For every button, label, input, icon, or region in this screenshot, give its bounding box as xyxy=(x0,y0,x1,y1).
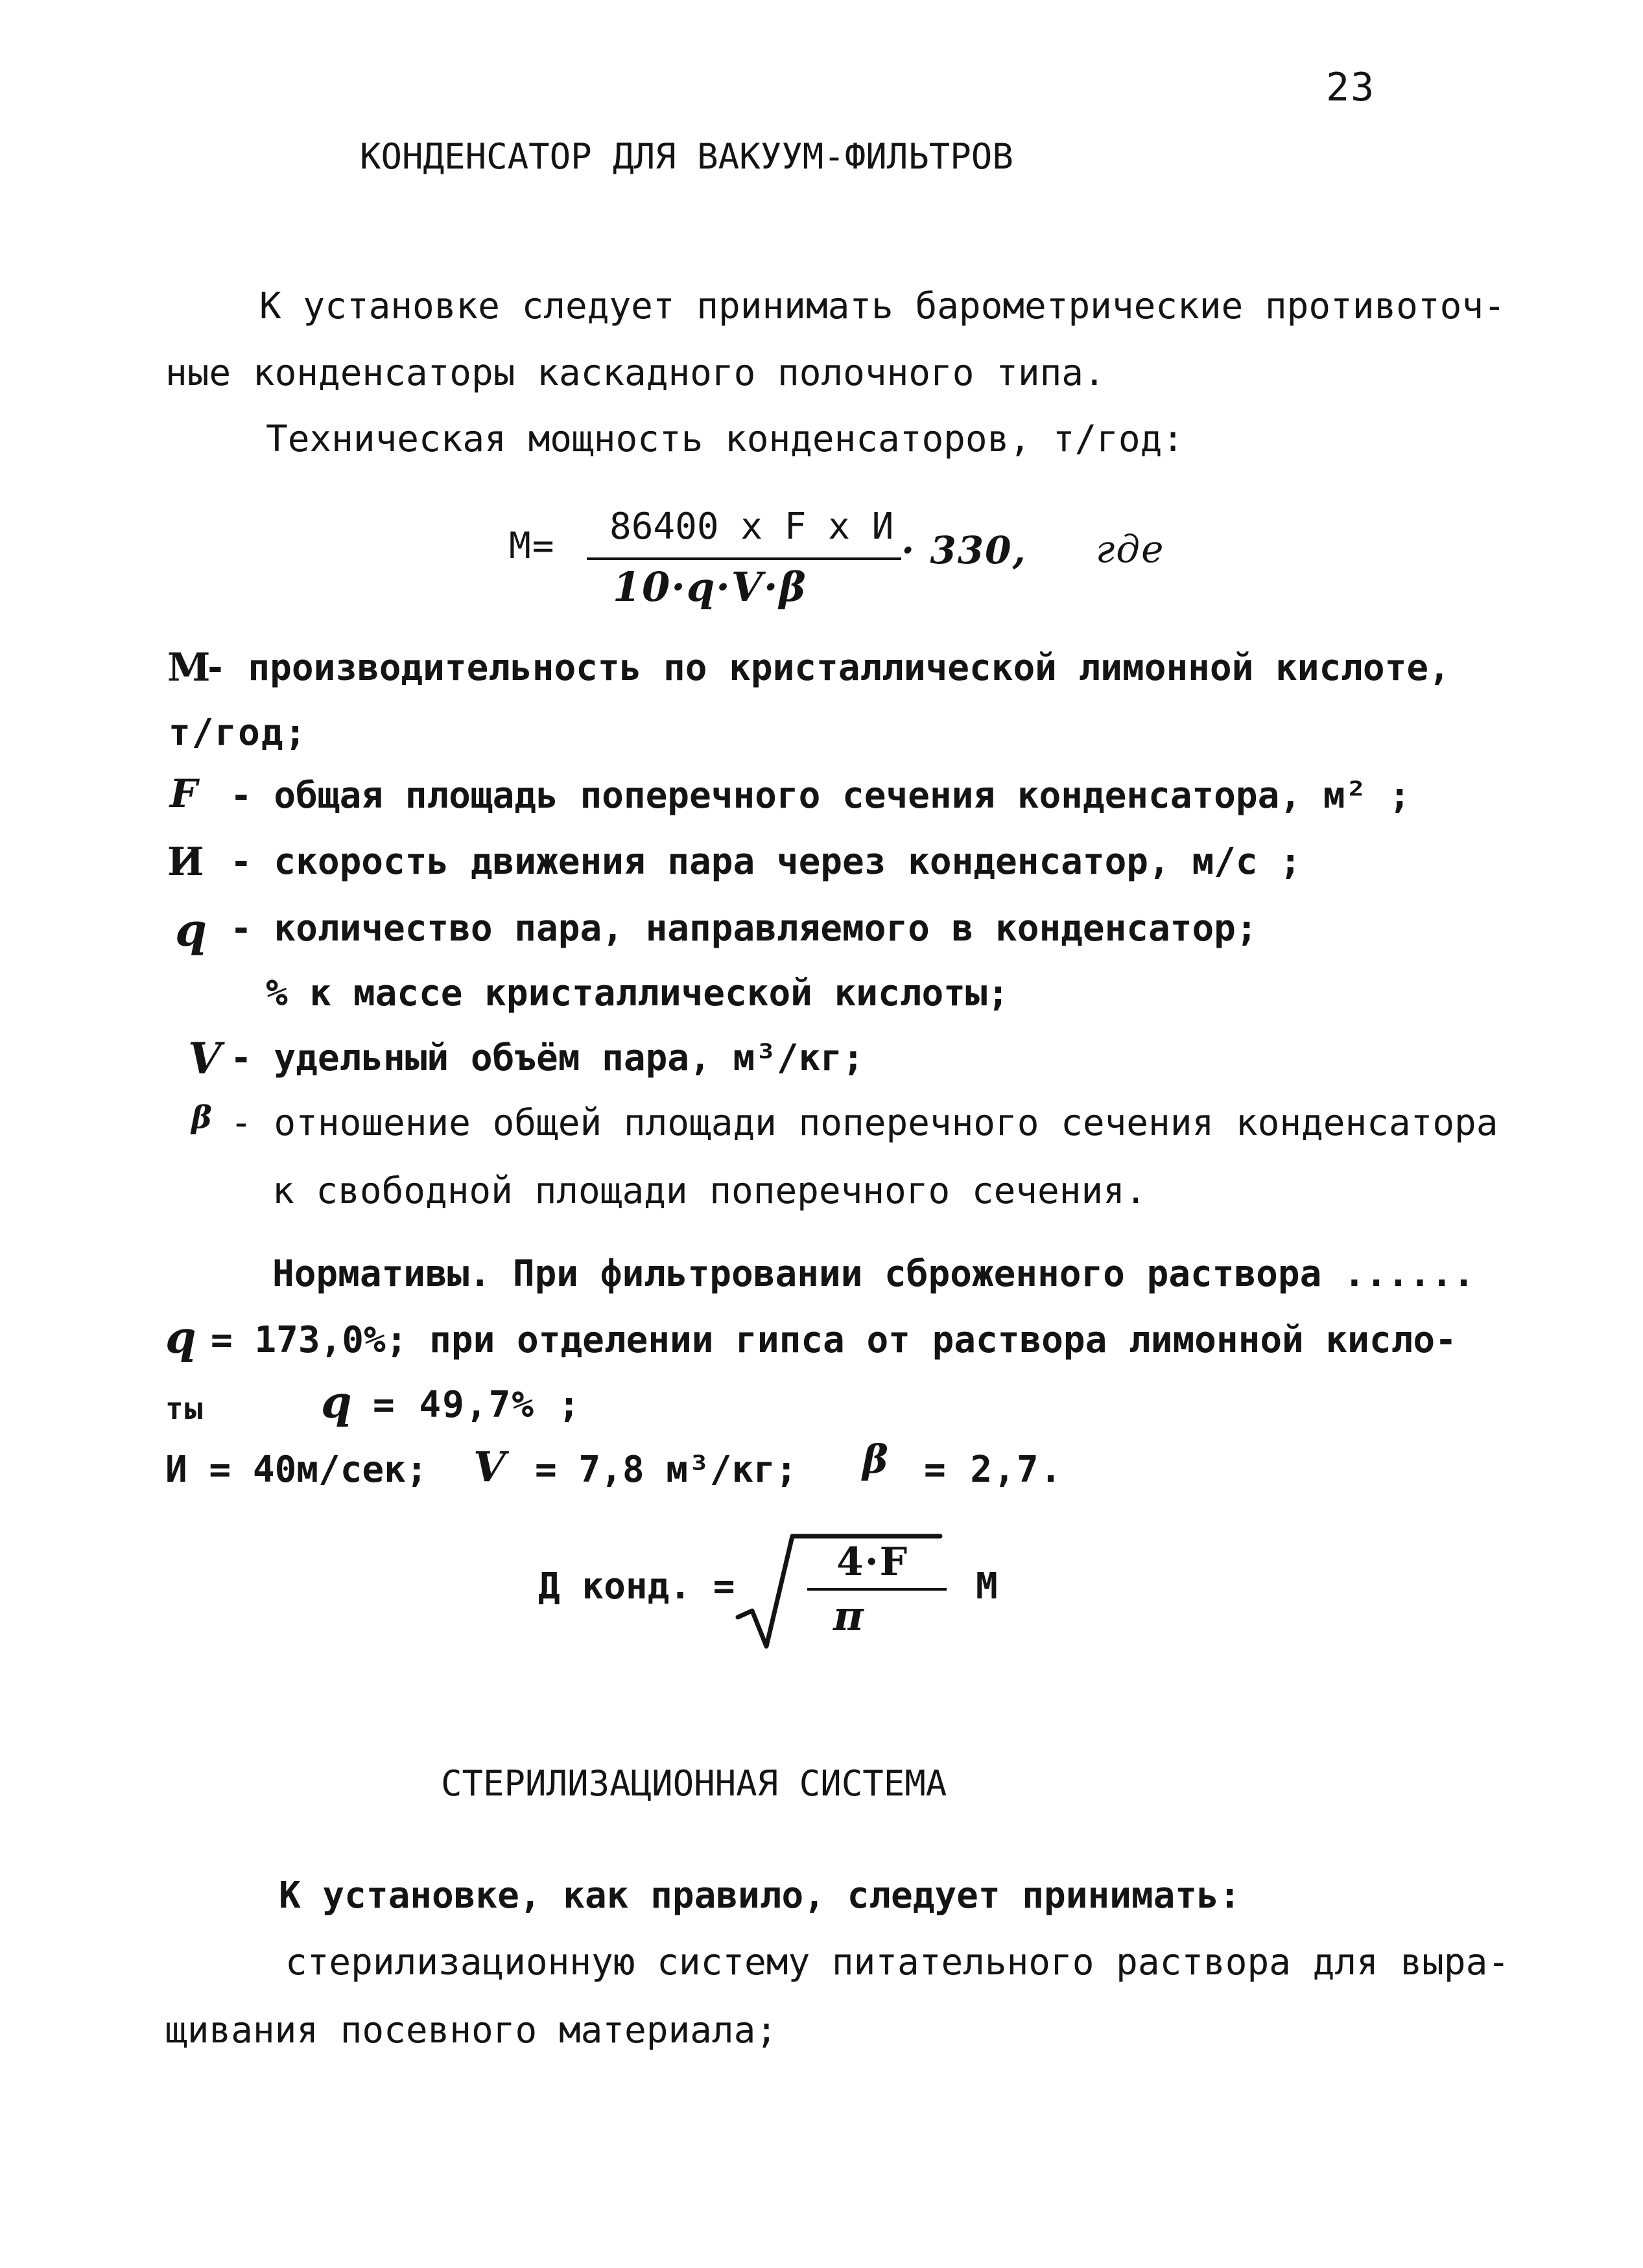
norm-symbol: q xyxy=(165,1312,196,1364)
definition-text: - общая площадь поперечного сечения конденсатора, м² ; xyxy=(230,775,1411,817)
norms-line: = 173,0%; при отделении гипса от раствора лимонной кисло- xyxy=(211,1319,1457,1361)
norm-symbol: q xyxy=(321,1377,352,1429)
norms-line: = 49,7% ; xyxy=(373,1384,582,1426)
paragraph-line: щивания посевного материала; xyxy=(165,2009,778,2052)
norms-line: ты xyxy=(165,1391,204,1426)
paragraph-line: Техническая мощность конденсаторов, т/год: xyxy=(266,418,1185,460)
paragraph-line: стерилизационную систему питательного раствора для выра- xyxy=(285,1941,1510,1983)
paragraph-line: ные конденсаторы каскадного полочного типа. xyxy=(165,352,1105,394)
paragraph-line: К установке, как правило, следует принимать: xyxy=(279,1875,1241,1917)
fraction-bar xyxy=(587,557,901,560)
page-number: 23 xyxy=(1326,65,1376,110)
norms-line: Нормативы. При фильтровании сброженного раствора ...... xyxy=(272,1253,1475,1295)
formula-denominator: π xyxy=(833,1592,865,1641)
formula-lhs: М= xyxy=(509,525,556,567)
norms-line: И = 40м/сек; xyxy=(165,1449,428,1491)
formula-multiplier: · 330, xyxy=(901,528,1027,572)
definition-symbol: q xyxy=(175,903,207,957)
fraction-bar xyxy=(807,1588,947,1591)
section-title-condenser: КОНДЕНСАТОР ДЛЯ ВАКУУМ-ФИЛЬТРОВ xyxy=(360,136,1013,177)
norm-symbol: V xyxy=(473,1443,506,1491)
formula-lhs: Д конд. = xyxy=(538,1565,735,1607)
norms-line: = 7,8 м³/кг; xyxy=(535,1449,798,1491)
formula-numerator: 4·F xyxy=(836,1539,909,1585)
definition-symbol: М xyxy=(167,645,211,690)
definition-text: - отношение общей площади поперечного сечения конденсатора xyxy=(230,1102,1498,1144)
definition-symbol: β xyxy=(191,1099,212,1136)
definition-text: - производительность по кристаллической лимонной кислоте, xyxy=(204,647,1450,689)
norm-symbol: β xyxy=(862,1437,888,1482)
definition-text: - количество пара, направляемого в конденсатор; xyxy=(230,907,1258,950)
definition-symbol: V xyxy=(188,1033,222,1084)
section-title-sterilization: СТЕРИЛИЗАЦИОННАЯ СИСТЕМА xyxy=(441,1763,947,1804)
definition-text: - скорость движения пара через конденсатор, м/с ; xyxy=(230,841,1302,883)
paragraph-line: К установке следует принимать барометрические противоточ- xyxy=(259,285,1506,327)
formula-numerator: 86400 x F x И xyxy=(609,506,894,548)
definition-text: к свободной площади поперечного сечения. xyxy=(272,1170,1147,1212)
formula-denominator: 10·q·V·β xyxy=(613,563,807,611)
formula-unit: М xyxy=(976,1565,999,1607)
definition-text: т/год; xyxy=(169,712,308,754)
formula-where: где xyxy=(1096,527,1165,571)
definition-text: - удельный объём пара, м³/кг; xyxy=(230,1037,864,1079)
definition-text: % к массе кристаллической кислоты; xyxy=(266,972,1010,1014)
definition-symbol: F xyxy=(170,771,198,817)
definition-symbol: И xyxy=(167,839,204,885)
norms-line: = 2,7. xyxy=(924,1449,1063,1491)
